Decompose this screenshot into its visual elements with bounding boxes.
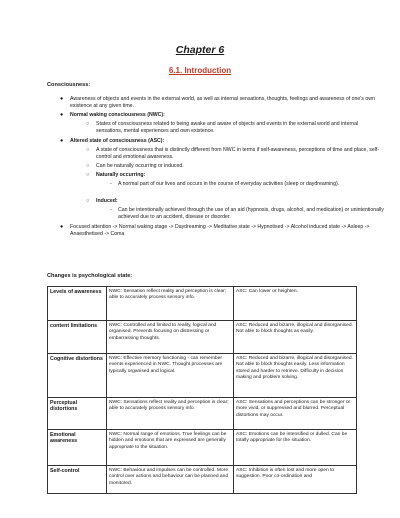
bullet-dot: ●	[60, 138, 64, 144]
nwc-cell: NWC: Sensations reflect reality and perception is clear; able to accurately process sensory info.	[107, 398, 234, 430]
asc-cell: ASC: Sensations and perceptions can be stronger or more vivid, or suppressed and blurred. Perceptual distortions may occur.	[234, 398, 357, 430]
row-label: Emotional awareness	[48, 430, 107, 466]
table-row	[48, 466, 357, 494]
row-label: Levels of awareness	[48, 287, 107, 321]
table-row	[48, 430, 357, 466]
dash-marker: -	[110, 181, 112, 187]
bullet-dot: ●	[60, 224, 64, 230]
section-title: 6.1. Introduction	[168, 66, 232, 75]
bullet-nwc-definition: States of consciousness related to being awake and aware of objects and events in the external world and internal sensations, mental experiences and own existence.	[96, 121, 359, 134]
consciousness-heading: Consciousness:	[47, 82, 91, 88]
table-row	[48, 354, 357, 398]
asc-cell: ASC: Reduced and bizarre, illogical and disorganised. Not able to block thoughts as easily.	[234, 321, 357, 354]
nwc-cell: NWC: Sensation reflect reality and perception is clear; able to accurately process sensory info.	[107, 287, 234, 321]
naturally-occurring-title: Naturally occurring:	[96, 172, 146, 178]
asc-cell: ASC: Reduced and bizarre, illogical and disorganised. Not able to block thoughts easily. Less information stored and harder to retrieve. Difficulty in decision making and problem solving.	[234, 354, 357, 398]
row-label: Perceptual distortions	[48, 398, 107, 430]
row-label: content limitations	[48, 321, 107, 354]
induced-title: Induced:	[96, 198, 118, 204]
nwc-cell: NWC: Controlled and limited to reality, logical and organised. Prevents focusing on distressing or embarrassing thoughts.	[107, 321, 234, 354]
nwc-cell: NWC: Behaviour and impulses can be controlled. More control over actions and behaviour can be planned and monitored.	[107, 466, 234, 494]
bullet-nwc-title: Normal waking consciousness (NWC):	[70, 112, 165, 118]
asc-cell: ASC: Can lower or heighten.	[234, 287, 357, 321]
bullet-dot: ●	[60, 96, 64, 102]
sub-bullet-circle: ○	[86, 147, 90, 153]
changes-heading: Changes is psychological state:	[47, 273, 133, 279]
bullet-continuum: Focused attention -> Normal waking stage -> Daydreaming -> Meditative state -> Hypnotised -> Alcohol induced state -> Asleep -> Anaesthetised -> Coma	[70, 224, 370, 237]
nwc-cell: NWC: Normal range of emotions. True feelings can be hidden and emotions that are expressed are generally appropriate to the situation.	[107, 430, 234, 466]
nwc-cell: NWC: Effective memory functioning - can remember events experienced in NWC. Thought processes are typically organised and logical.	[107, 354, 234, 398]
bullet-awareness: Awareness of objects and events in the external world, as well as internal sensations, thoughts, feelings and awareness of one's own existence at any given time.	[70, 96, 375, 109]
table-row	[48, 287, 357, 321]
sub-bullet-circle: ○	[86, 198, 90, 204]
bullet-asc-types: Can be naturally occurring or induced.	[96, 163, 184, 169]
naturally-occurring-text: A normal part of our lives and occurs in the course of everyday activities (sleep or daydreaming).	[118, 181, 340, 187]
sub-bullet-circle: ○	[86, 121, 90, 127]
table-row	[48, 398, 357, 430]
bullet-dot: ●	[60, 112, 64, 118]
row-label: Self-control	[48, 466, 107, 494]
bullet-asc-definition: A state of consciousness that is distinctly different from NWC in terms if self-awareness, perceptions of time and place, self-control and emotional awareness.	[96, 147, 380, 160]
induced-text: Can be intentionally achieved through the use of an aid (hypnosis, drugs, alcohol, and medication) or unintentionally achieved due to an accident, disease or disorder.	[118, 207, 384, 220]
table-row	[48, 321, 357, 354]
chapter-title: Chapter 6	[175, 44, 225, 56]
asc-cell: ASC: Emotions can be intensified or dulled. Can be totally appropriate for the situation.	[234, 430, 357, 466]
bullet-asc-title: Altered state of consciousness (ASC):	[70, 138, 165, 144]
asc-cell: ASC: Inhibition is often lost and more open to suggestion. Poor co-ordination and	[234, 466, 357, 494]
sub-bullet-circle: ○	[86, 163, 90, 169]
sub-bullet-circle: ○	[86, 172, 90, 178]
row-label: Cognitive distortions	[48, 354, 107, 398]
psychological-state-table	[47, 286, 357, 494]
dash-marker: -	[110, 207, 112, 213]
